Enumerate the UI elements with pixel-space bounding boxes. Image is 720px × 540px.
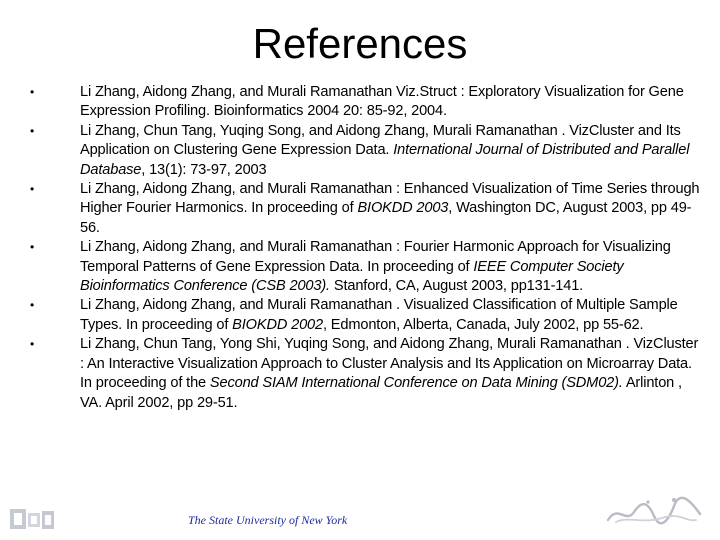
reference-list xyxy=(30,83,700,413)
footer-text: The State University of New York xyxy=(188,513,348,527)
reference-item xyxy=(30,238,700,296)
ub-logo-icon xyxy=(8,505,56,533)
reference-item xyxy=(30,180,700,238)
page-title: References xyxy=(252,20,468,67)
reference-text: Li Zhang, Aidong Zhang, and Murali Ramanathan . Visualized Classification of Multiple Sample Types. In proceeding of xyxy=(80,297,678,333)
bullet-icon: • xyxy=(30,240,35,255)
reference-text: , Edmonton, Alberta, Canada, July 2002, pp 55-62. xyxy=(323,316,644,333)
reference-item xyxy=(30,122,700,180)
bullet-icon: • xyxy=(30,298,35,313)
bullet-icon: • xyxy=(30,123,35,138)
reference-text: , 13(1): 73-97, 2003 xyxy=(141,161,267,178)
reference-venue: International Journal of Distributed and Parallel Database xyxy=(80,142,690,178)
reference-item xyxy=(30,335,700,413)
reference-text: Li Zhang, Aidong Zhang, and Murali Ramanathan Viz.Struct : Exploratory Visualization for Gene Expression Profiling. Bioinformatics 2004 20: 85-92, 2004. xyxy=(80,84,684,120)
bullet-icon: • xyxy=(30,337,35,352)
reference-text: Li Zhang, Chun Tang, Yuqing Song, and Aidong Zhang, Murali Ramanathan . VizCluster and Its Application on Clustering Gene Expression Data. xyxy=(80,122,681,159)
reference-text: Stanford, CA, August 2003, pp131-141. xyxy=(329,278,584,295)
reference-venue: BIOKDD 2003 xyxy=(357,200,449,217)
reference-text: , Washington DC, August 2003, pp 49-56. xyxy=(80,200,692,236)
signature-icon xyxy=(604,494,704,528)
bullet-icon: • xyxy=(30,182,35,197)
reference-text: Li Zhang, Aidong Zhang, and Murali Ramanathan : Enhanced Visualization of Time Series through Higher Fourier Harmonics. In proceeding of xyxy=(80,181,700,217)
reference-text: Arlinton , VA. April 2002, pp 29-51. xyxy=(80,375,682,411)
reference-item xyxy=(30,296,700,335)
reference-venue: IEEE Computer Society Bioinformatics Conference (CSB 2003). xyxy=(80,258,624,295)
bullet-icon: • xyxy=(30,85,35,99)
reference-item xyxy=(30,83,700,122)
reference-venue: BIOKDD 2002 xyxy=(232,316,323,333)
reference-venue: Second SIAM International Conference on Data Mining (SDM02). xyxy=(209,375,623,392)
reference-text: Li Zhang, Chun Tang, Yong Shi, Yuqing Song, and Aidong Zhang, Murali Ramanathan . VizCluster : An Interactive Visualization Approach to Cluster Analysis and Its Application on Microarray Data. In proceeding of the xyxy=(80,336,699,392)
reference-text: Li Zhang, Aidong Zhang, and Murali Ramanathan : Fourier Harmonic Approach for Visualizing Temporal Patterns of Gene Expression Data. In proceeding of xyxy=(80,239,671,275)
